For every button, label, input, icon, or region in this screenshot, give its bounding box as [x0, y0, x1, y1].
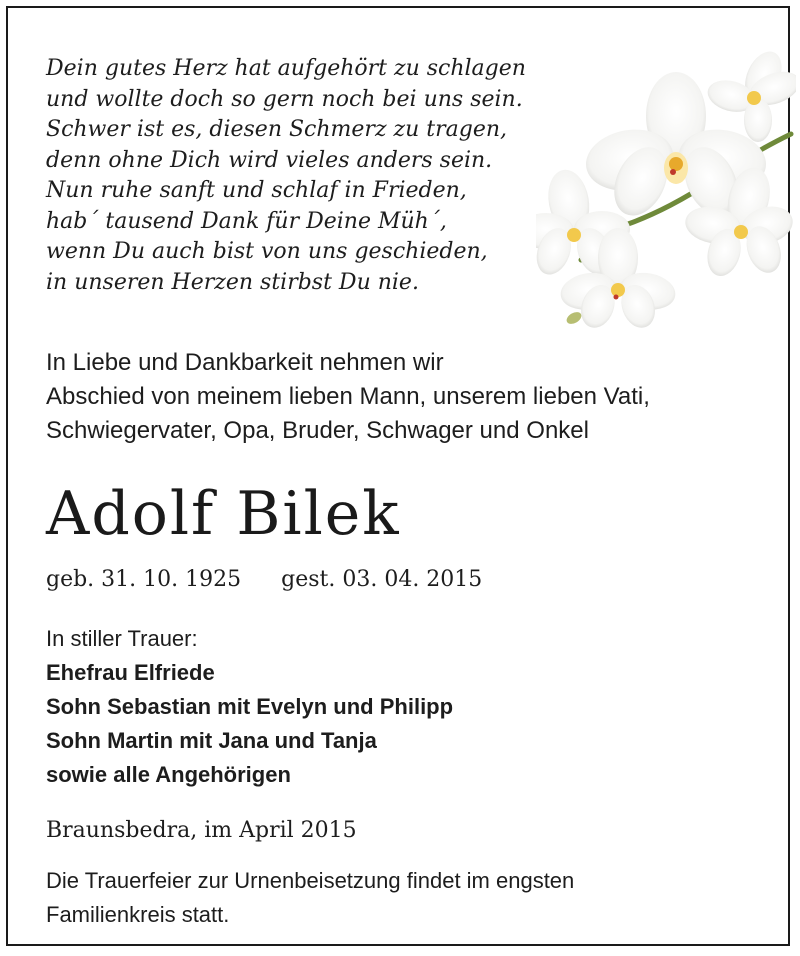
poem-line: Dein gutes Herz hat aufgehört zu schlagen — [46, 56, 526, 81]
death-date: gest. 03. 04. 2015 — [281, 567, 483, 592]
orchid-flowers-icon — [536, 46, 796, 336]
intro-line: In Liebe und Dankbarkeit nehmen wir — [46, 349, 444, 376]
place-and-date: Braunsbedra, im April 2015 — [46, 818, 357, 843]
intro-text — [46, 346, 766, 448]
poem-line: wenn Du auch bist von uns geschieden, — [46, 239, 488, 264]
note-line: Familienkreis statt. — [46, 902, 230, 927]
mourners-heading: In stiller Trauer: — [46, 626, 198, 651]
poem-line: Schwer ist es, diesen Schmerz zu tragen, — [46, 117, 508, 142]
life-dates — [46, 563, 482, 597]
memorial-poem — [46, 54, 606, 298]
poem-line: und wollte doch so gern noch bei uns sein. — [46, 86, 523, 112]
poem-line: Nun ruhe sanft und schlaf in Frieden, — [46, 178, 467, 203]
obituary-card — [6, 6, 790, 946]
birth-date: geb. 31. 10. 1925 — [46, 567, 242, 592]
mourner-name: Sohn Sebastian mit Evelyn und Philipp — [46, 694, 454, 719]
mourners-list — [46, 622, 766, 792]
intro-line: Abschied von meinem lieben Mann, unserem lieben Vati, — [46, 383, 650, 410]
deceased-name: Adolf Bilek — [46, 479, 401, 549]
mourner-name: sowie alle Angehörigen — [46, 762, 291, 787]
mourner-name: Ehefrau Elfriede — [46, 660, 215, 685]
poem-line: in unseren Herzen stirbst Du nie. — [46, 269, 419, 295]
poem-line: denn ohne Dich wird vieles anders sein. — [46, 147, 493, 173]
funeral-note — [46, 864, 766, 932]
note-line: Die Trauerfeier zur Urnenbeisetzung findet im engsten — [46, 868, 575, 893]
poem-line: hab´ tausend Dank für Deine Müh´, — [46, 208, 447, 234]
mourner-name: Sohn Martin mit Jana und Tanja — [46, 728, 377, 753]
intro-line: Schwiegervater, Opa, Bruder, Schwager und Onkel — [46, 417, 589, 444]
